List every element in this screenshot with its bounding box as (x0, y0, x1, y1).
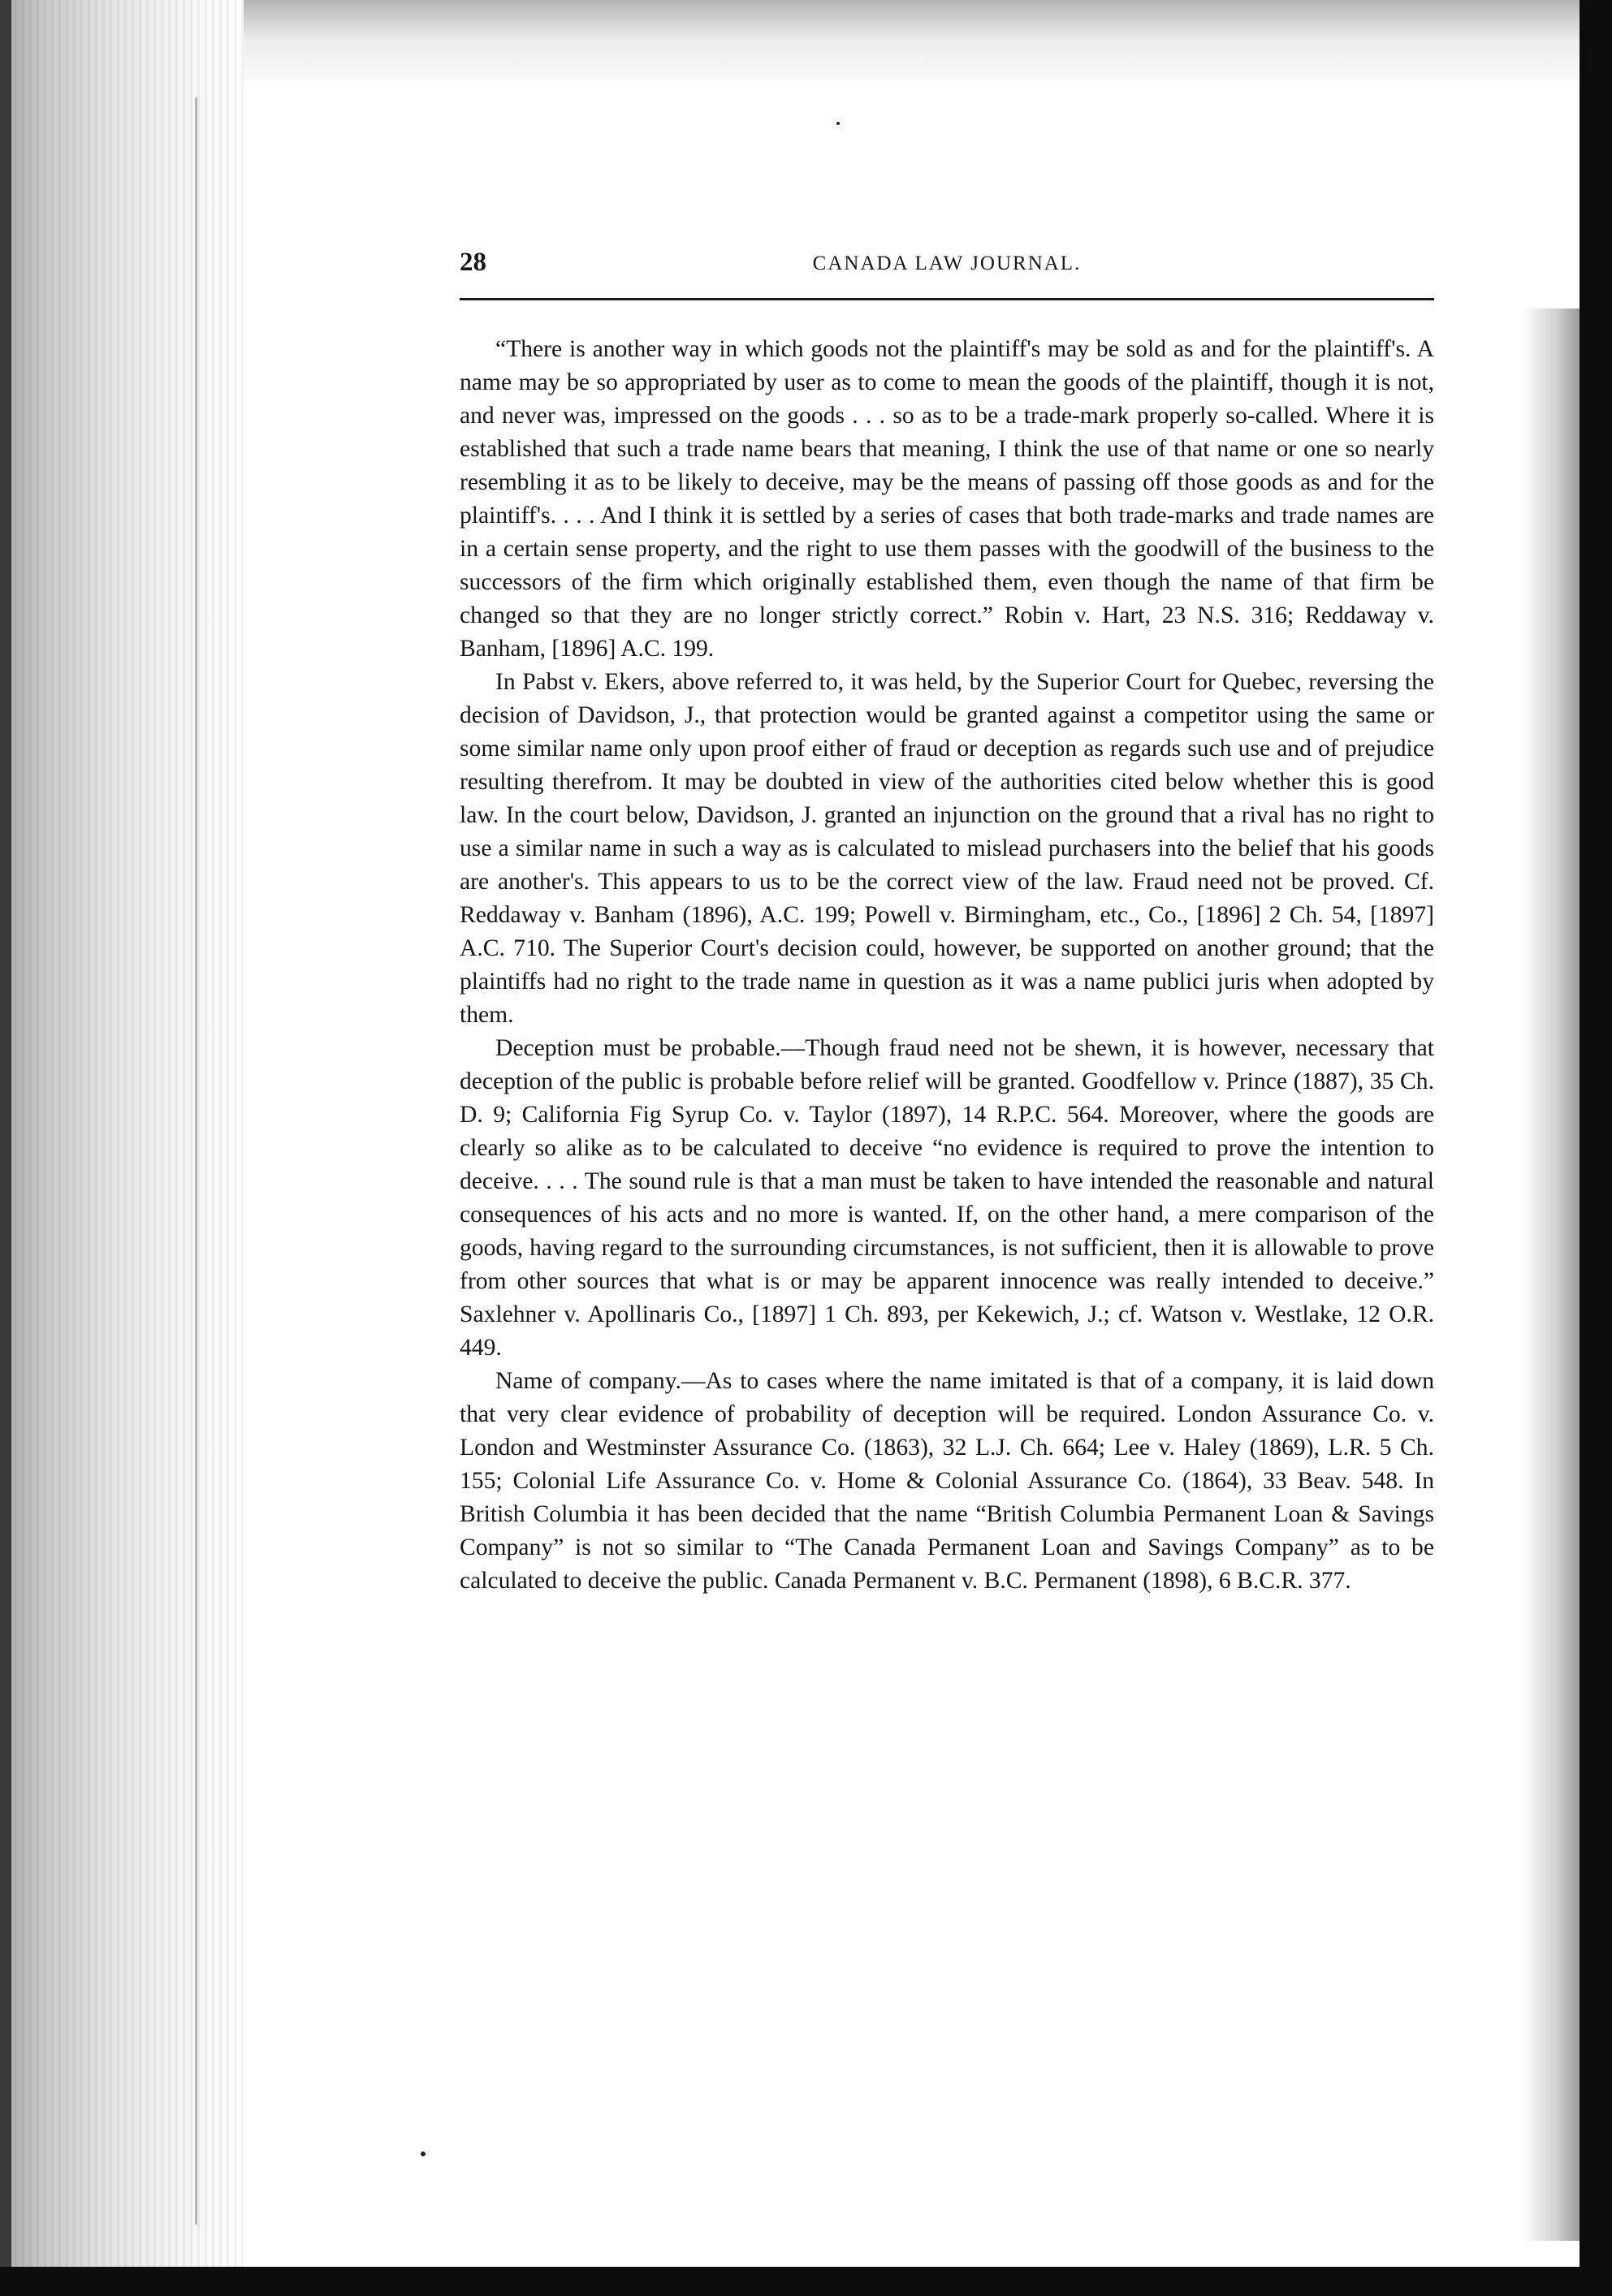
body-text (460, 333, 1434, 1598)
paragraph: Deception must be probable.—Though fraud need not be shewn, it is however, necessary that deception of the public is probable before relief will be granted. Goodfellow v. Prince (1887), 35 Ch. D. 9; California Fig Syrup Co. v. Taylor (1897), 14 R.P.C. 564. Moreover, where the goods are clearly so alike as to be calculated to deceive “no evidence is required to prove the intention to deceive. . . . The sound rule is that a man must be taken to have intended the reasonable and natural consequences of his acts and no more is wanted. If, on the other hand, a mere comparison of the goods, having regard to the surrounding circumstances, is not sufficient, then it is allowable to prove from other sources that what is or may be apparent innocence was really intended to deceive.” Saxlehner v. Apollinaris Co., [1897] 1 Ch. 893, per Kekewich, J.; cf. Watson v. Westlake, 12 O.R. 449. (460, 1035, 1434, 1361)
binding-crease (195, 97, 197, 2225)
scan-speck (836, 122, 840, 125)
header-rule (460, 298, 1434, 300)
scan-right-shading (1523, 309, 1580, 2241)
paragraph: Name of company.—As to cases where the name imitated is that of a company, it is laid down that very clear evidence of probability of deception will be required. London Assurance Co. v. London and Westminster Assurance Co. (1863), 32 L.J. Ch. 664; Lee v. Haley (1869), L.R. 5 Ch. 155; Colonial Life Assurance Co. v. Home & Colonial Assurance Co. (1864), 33 Beav. 548. In British Columbia it has been decided that the name “British Columbia Permanent Loan & Savings Company” is not so similar to “The Canada Permanent Loan and Savings Company” as to be calculated to deceive the public. Canada Permanent v. B.C. Permanent (1898), 6 B.C.R. 377. (460, 1368, 1434, 1594)
page-number: 28 (460, 248, 486, 277)
scan-speck (421, 2151, 426, 2156)
paragraph: In Pabst v. Ekers, above referred to, it was held, by the Superior Court for Quebec, reversing the decision of Davidson, J., that protection would be granted against a competitor using the same or some similar name only upon proof either of fraud or deception as regards such use and of prejudice resulting therefrom. It may be doubted in view of the authorities cited below whether this is good law. In the court below, Davidson, J. granted an injunction on the ground that a rival has no right to use a similar name in such a way as is calculated to mislead purchasers into the belief that his goods are another's. This appears to us to be the correct view of the law. Fraud need not be proved. Cf. Reddaway v. Banham (1896), A.C. 199; Powell v. Birmingham, etc., Co., [1896] 2 Ch. 54, [1897] A.C. 710. The Superior Court's decision could, however, be supported on another ground; that the plaintiffs had no right to the trade name in question as it was a name publici juris when adopted by them. (460, 669, 1434, 1028)
scan-frame-bottom (0, 2267, 1612, 2296)
paragraph: “There is another way in which goods not the plaintiff's may be sold as and for the plaintiff's. A name may be so appropriated by user as to come to mean the goods of the plaintiff, though it is not, and never was, impressed on the goods . . . so as to be a trade-mark properly so-called. Where it is established that such a trade name bears that meaning, I think the use of that name or one so nearly resembling it as to be likely to deceive, may be the means of passing off those goods as and for the plaintiff's. . . . And I think it is settled by a series of cases that both trade-marks and trade names are in a certain sense property, and the right to use them passes with the goodwill of the business to the successors of the firm which originally established them, even though the name of that firm be changed so that they are no longer strictly correct.” Robin v. Hart, 23 N.S. 316; Reddaway v. Banham, [1896] A.C. 199. (460, 336, 1434, 662)
document-page (460, 248, 1434, 1598)
running-head: CANADA LAW JOURNAL. (812, 252, 1082, 274)
scan-top-shading (244, 0, 1580, 89)
page-header (460, 248, 1434, 293)
scan-gutter-shading (0, 0, 244, 2267)
scan-edge (0, 0, 11, 2267)
scan-frame-right (1580, 0, 1612, 2296)
